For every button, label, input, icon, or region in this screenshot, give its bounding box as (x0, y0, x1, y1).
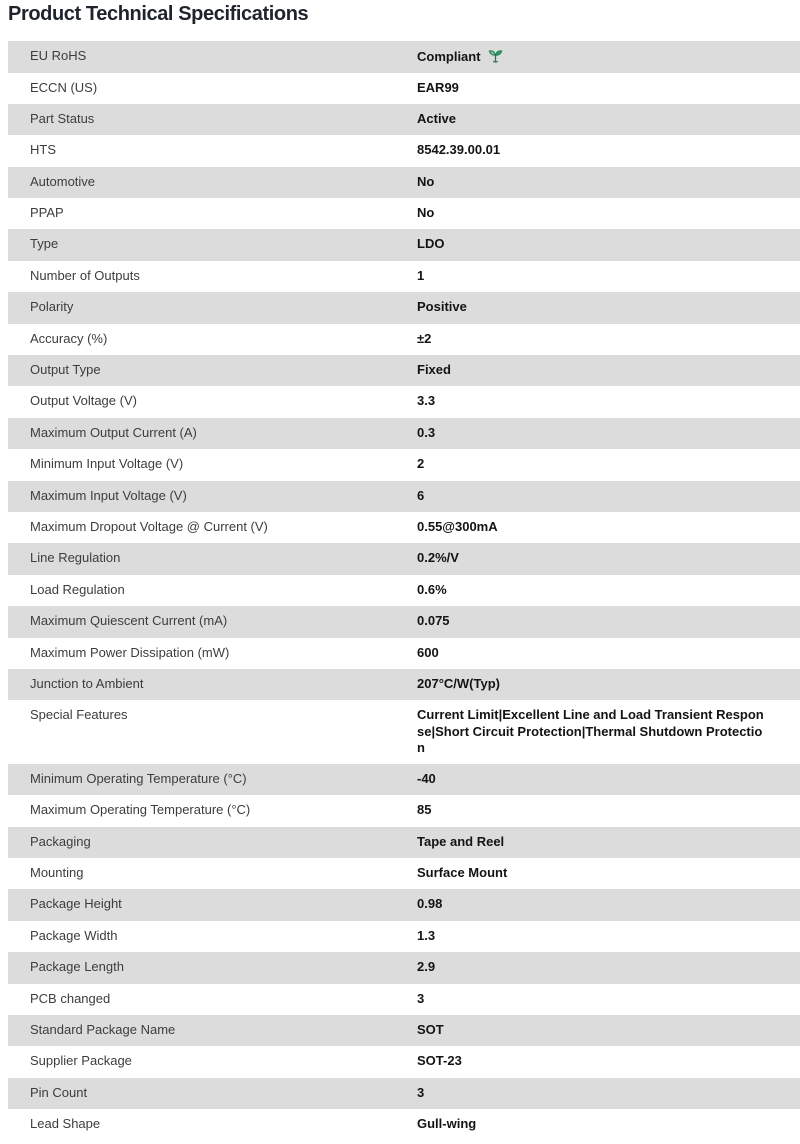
table-row (8, 1015, 800, 1046)
spec-value (417, 928, 769, 945)
spec-value (417, 1053, 769, 1070)
spec-label: Accuracy (%) (30, 330, 108, 346)
spec-label: Line Regulation (30, 550, 121, 566)
spec-value (417, 299, 769, 316)
spec-value (417, 488, 769, 505)
spec-label: Output Voltage (V) (30, 393, 137, 409)
spec-label: Special Features (30, 707, 128, 723)
table-row (8, 292, 800, 323)
spec-value-text: 3 (417, 1084, 425, 1100)
spec-value (417, 174, 769, 191)
spec-value (417, 645, 769, 662)
spec-label: HTS (30, 142, 56, 158)
spec-label: Mounting (30, 864, 84, 880)
table-row (8, 261, 800, 292)
table-row (8, 418, 800, 449)
spec-value-text: Fixed (417, 362, 451, 378)
spec-value-text: 85 (417, 802, 432, 818)
spec-value (417, 111, 769, 128)
spec-value-text: 2 (417, 456, 425, 472)
spec-value (417, 896, 769, 913)
spec-label: Supplier Package (30, 1053, 132, 1069)
spec-label: Junction to Ambient (30, 675, 144, 691)
spec-value-text: 1 (417, 267, 425, 283)
table-row (8, 167, 800, 198)
spec-value-text: Surface Mount (417, 864, 508, 880)
spec-label: Automotive (30, 173, 96, 189)
spec-value (417, 362, 769, 379)
spec-value-text: 600 (417, 644, 439, 660)
spec-value (417, 48, 769, 66)
spec-label: Maximum Output Current (A) (30, 424, 197, 440)
spec-value-text: 0.075 (417, 613, 450, 629)
spec-label: Packaging (30, 833, 91, 849)
table-row (8, 198, 800, 229)
spec-value-text: 2.9 (417, 959, 436, 975)
spec-value-text: 0.6% (417, 581, 447, 597)
spec-label: Standard Package Name (30, 1021, 176, 1037)
spec-value-text: 0.2%/V (417, 550, 459, 566)
spec-value (417, 991, 769, 1008)
spec-value (417, 519, 769, 536)
spec-value (417, 268, 769, 285)
spec-value (417, 959, 769, 976)
spec-table (8, 41, 800, 1141)
spec-value (417, 865, 769, 882)
table-row (8, 1078, 800, 1109)
table-row (8, 1109, 800, 1140)
spec-value (417, 707, 769, 757)
spec-value (417, 550, 769, 567)
spec-value-text: SOT-23 (417, 1053, 462, 1069)
spec-value (417, 582, 769, 599)
table-row (8, 73, 800, 104)
spec-value-text: Active (417, 110, 457, 126)
spec-value (417, 834, 769, 851)
table-row (8, 889, 800, 920)
spec-value (417, 802, 769, 819)
spec-value (417, 613, 769, 630)
spec-label: Load Regulation (30, 581, 125, 597)
table-row (8, 764, 800, 795)
spec-label: PPAP (30, 205, 64, 221)
spec-label: Output Type (30, 362, 101, 378)
spec-label: Package Height (30, 896, 122, 912)
table-row (8, 386, 800, 417)
spec-value-text: 0.3 (417, 424, 436, 440)
spec-label: ECCN (US) (30, 79, 98, 95)
table-row (8, 638, 800, 669)
table-row (8, 355, 800, 386)
table-row (8, 827, 800, 858)
page-title: Product Technical Specifications (8, 3, 309, 25)
spec-value (417, 205, 769, 222)
spec-label: Part Status (30, 110, 95, 126)
spec-label: Lead Shape (30, 1116, 101, 1132)
spec-label: Maximum Input Voltage (V) (30, 487, 187, 503)
table-row (8, 669, 800, 700)
spec-label: PCB changed (30, 990, 111, 1006)
spec-value (417, 676, 769, 693)
spec-value-text: 8542.39.00.01 (417, 142, 501, 158)
table-row (8, 1046, 800, 1077)
spec-value (417, 80, 769, 97)
table-row (8, 921, 800, 952)
spec-label: Pin Count (30, 1084, 88, 1100)
spec-value-text: 0.55@300mA (417, 518, 498, 534)
spec-label: EU RoHS (30, 48, 87, 63)
table-row (8, 449, 800, 480)
spec-value (417, 1116, 769, 1133)
spec-value (417, 142, 769, 159)
table-row (8, 229, 800, 260)
spec-label: Maximum Power Dissipation (mW) (30, 644, 230, 660)
spec-label: Minimum Input Voltage (V) (30, 456, 184, 472)
table-row (8, 575, 800, 606)
spec-value-text: Tape and Reel (417, 833, 505, 849)
spec-value-text: -40 (417, 770, 436, 786)
spec-value-text: 207°C/W(Typ) (417, 675, 500, 691)
spec-value-text: SOT (417, 1021, 444, 1037)
spec-value (417, 425, 769, 442)
spec-value-text: 6 (417, 487, 425, 503)
spec-value-text: LDO (417, 236, 445, 252)
spec-value (417, 771, 769, 788)
spec-value-text: No (417, 205, 435, 221)
table-row (8, 984, 800, 1015)
spec-label: Maximum Dropout Voltage @ Current (V) (30, 518, 268, 534)
table-row (8, 543, 800, 574)
spec-value-text: 1.3 (417, 927, 436, 943)
table-row (8, 135, 800, 166)
table-row (8, 324, 800, 355)
spec-value (417, 1022, 769, 1039)
spec-label: Number of Outputs (30, 267, 140, 283)
table-row (8, 795, 800, 826)
table-row (8, 512, 800, 543)
table-row (8, 481, 800, 512)
spec-value-text: 3 (417, 990, 425, 1006)
leaf-icon (487, 48, 504, 63)
spec-value-text: Compliant (417, 49, 481, 64)
spec-value-text: 3.3 (417, 393, 436, 409)
spec-label: Package Length (30, 959, 124, 975)
table-row (8, 700, 800, 764)
spec-value (417, 456, 769, 473)
spec-label: Maximum Operating Temperature (°C) (30, 802, 251, 818)
spec-label: Minimum Operating Temperature (°C) (30, 770, 247, 786)
table-row (8, 606, 800, 637)
spec-label: Type (30, 236, 59, 252)
spec-value (417, 236, 769, 253)
table-row (8, 104, 800, 135)
table-row (8, 952, 800, 983)
spec-value-text: Positive (417, 299, 467, 315)
spec-value-text: EAR99 (417, 79, 459, 95)
spec-value-text: No (417, 173, 435, 189)
spec-value-text: Gull-wing (417, 1116, 477, 1132)
table-row (8, 858, 800, 889)
spec-value-text: Current Limit|Excellent Line and Load Transient Response|Short Circuit Protection|Thermal Shutdown Protection (417, 707, 764, 756)
table-row (8, 41, 800, 73)
spec-label: Package Width (30, 927, 118, 943)
spec-label: Maximum Quiescent Current (mA) (30, 613, 228, 629)
spec-value-text: 0.98 (417, 896, 443, 912)
spec-value (417, 1085, 769, 1102)
spec-value (417, 331, 769, 348)
spec-label: Polarity (30, 299, 74, 315)
spec-value (417, 393, 769, 410)
spec-value-text: ±2 (417, 330, 432, 346)
